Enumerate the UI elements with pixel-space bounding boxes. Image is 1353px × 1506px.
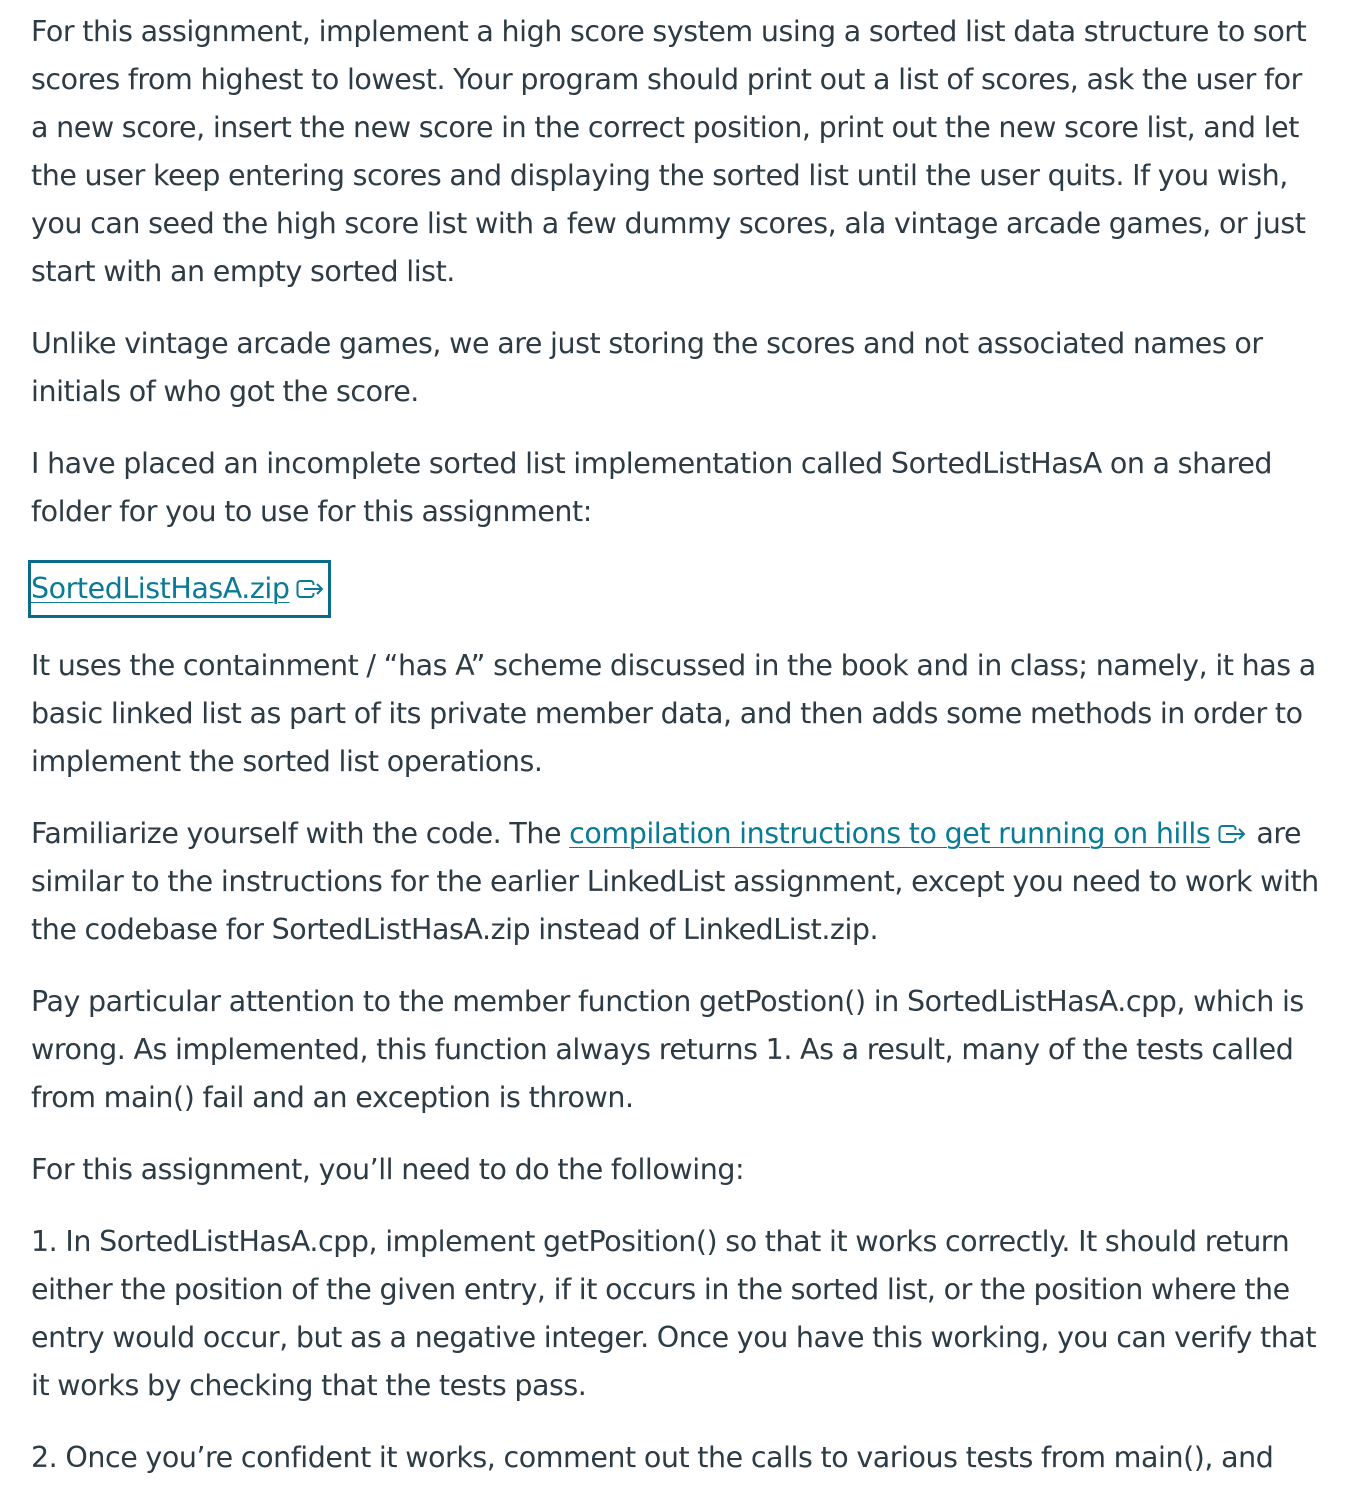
containment-paragraph: It uses the containment / “has A” scheme discussed in the book and in class; namely, it has a basic linked list as part of its private member data, and then adds some methods in order to implement the sorted list operations.	[31, 649, 1316, 778]
familiarize-text-after: are similar to the instructions for the earlier LinkedList assignment, except you need to work with the codebase for SortedListHasA.zip instead of LinkedList.zip.	[31, 817, 1319, 946]
external-link-icon	[1218, 823, 1248, 845]
external-link-icon	[296, 578, 326, 600]
zip-link-paragraph	[31, 560, 1321, 618]
familiarize-paragraph	[31, 810, 1321, 954]
assignment-description	[31, 8, 1321, 1506]
getposition-paragraph: Pay particular attention to the member function getPostion() in SortedListHasA.cpp, which is wrong. As implemented, this function always returns 1. As a result, many of the tests called from main() fail and an exception is thrown.	[31, 985, 1304, 1114]
task-1-paragraph: 1. In SortedListHasA.cpp, implement getPosition() so that it works correctly. It should return either the position of the given entry, if it occurs in the sorted list, or the position where the entry would occur, but as a negative integer. Once you have this working, you can verify that it works by checking that the tests pass.	[31, 1225, 1317, 1402]
zip-link-focus-box[interactable]	[28, 560, 331, 618]
intro-paragraph: For this assignment, implement a high score system using a sorted list data structure to sort scores from highest to lowest. Your program should print out a list of scores, ask the user for a new score, insert the new score in the correct position, print out the new score list, and let the user keep entering scores and displaying the sorted list until the user quits. If you wish, you can seed the high score list with a few dummy scores, ala vintage arcade games, or just start with an empty sorted list.	[31, 15, 1307, 288]
compilation-instructions-link[interactable]: compilation instructions to get running on hills	[569, 817, 1211, 850]
scores-note-paragraph: Unlike vintage arcade games, we are just storing the scores and not associated names or initials of who got the score.	[31, 327, 1263, 408]
task-2-paragraph: 2. Once you’re confident it works, comment out the calls to various tests from main(), and	[31, 1441, 1274, 1474]
tasks-intro-paragraph: For this assignment, you’ll need to do the following:	[31, 1153, 745, 1186]
familiarize-text-before: Familiarize yourself with the code. The	[31, 817, 570, 850]
shared-folder-paragraph: I have placed an incomplete sorted list implementation called SortedListHasA on a shared folder for you to use for this assignment:	[31, 447, 1273, 528]
sortedlisthasa-zip-link[interactable]: SortedListHasA.zip	[31, 572, 290, 605]
